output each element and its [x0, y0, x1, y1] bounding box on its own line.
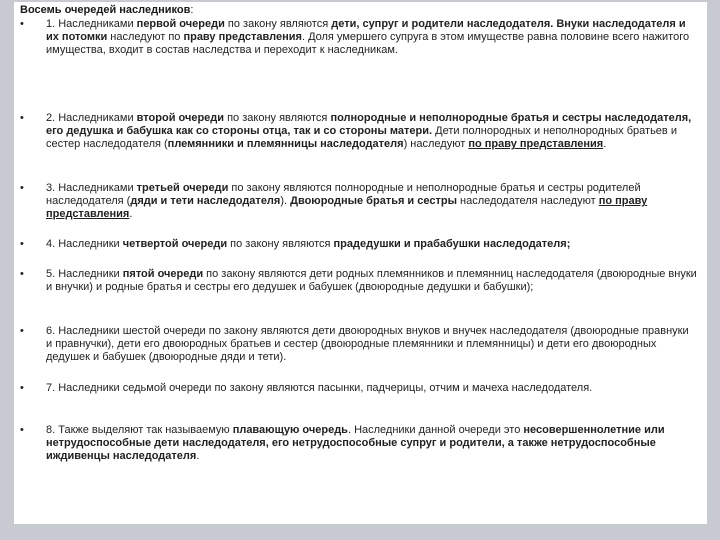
text-run: 8. Также выделяют так называемую: [46, 424, 233, 436]
list-item-text: [46, 18, 697, 58]
title-bold: Восемь очередей наследников: [20, 4, 191, 16]
bullet-icon: •: [20, 112, 24, 124]
text-run: дяди и тети наследодателя: [130, 195, 281, 208]
list-item-text: [46, 182, 697, 222]
title-colon: :: [190, 4, 194, 16]
bullet-icon: •: [20, 424, 24, 436]
text-run: 5. Наследники: [46, 268, 123, 280]
text-run: пятой очереди: [122, 268, 204, 280]
document-title: [20, 4, 697, 17]
text-run: дети, супруг и родители наследодателя. Внуки наследодателя и их потомки: [46, 18, 686, 44]
bullet-icon: •: [20, 268, 24, 280]
list-item: [20, 325, 697, 365]
text-run: племянники и племянницы наследодателя: [167, 138, 404, 151]
list-item: [20, 18, 697, 58]
text-run: по закону являются полнородные и неполнородные братья и сестры родителей наследодателя (: [46, 182, 641, 208]
text-run: плавающую очередь: [232, 424, 348, 436]
list-item: [20, 238, 697, 251]
bullet-icon: •: [20, 382, 24, 394]
text-run: по закону являются дети родных племянников и племянниц наследодателя (двоюродные внуки и внучки) и родные братья и сестры его дедушек и бабушек (двоюродные дедушки и бабушки);: [46, 268, 697, 294]
text-run: третьей очереди: [136, 182, 229, 194]
text-run: 2. Наследниками: [46, 112, 137, 124]
text-run: ) наследуют: [403, 138, 469, 151]
list-item: [20, 182, 697, 222]
text-run: ).: [280, 195, 291, 208]
text-run: прадедушки и прабабушки наследодателя;: [333, 238, 571, 250]
text-run: 6. Наследники шестой очереди по закону являются дети двоюродных внуков и внучек наследодателя (двоюродные правнуки и правнучки), дети его двоюродных братьев и сестер (двоюродные племянники и племянницы) и дети его двоюродных дедушек и бабушек (двоюродные дяди и тети).: [46, 325, 689, 364]
text-run: несовершеннолетние или нетрудоспособные дети наследодателя, его нетрудоспособные супруг и родители, а также нетрудоспособные иждивенцы наследодателя: [46, 424, 665, 463]
list-item: [20, 382, 697, 395]
text-run: Двоюродные братья и сестры: [290, 195, 457, 208]
text-run: наследуют по: [107, 31, 184, 44]
list-item-text: [46, 268, 697, 294]
text-run: 1. Наследниками: [46, 18, 137, 30]
text-run: четвертой очереди: [122, 238, 228, 250]
bullet-icon: •: [20, 182, 24, 194]
list-item-text: [46, 424, 697, 464]
list-item: [20, 112, 697, 152]
text-run: . Наследники данной очереди это: [347, 424, 524, 436]
text-run: второй очереди: [136, 112, 225, 124]
list-item: [20, 268, 697, 294]
text-run: по закону являются: [224, 112, 331, 124]
list-item-text: [46, 325, 697, 365]
text-run: 7. Наследники седьмой очереди по закону являются пасынки, падчерицы, отчим и мачеха наследодателя.: [46, 382, 593, 394]
text-run: праву представления: [183, 31, 302, 44]
text-run: по праву представления: [468, 138, 604, 151]
bullet-icon: •: [20, 18, 24, 30]
list-item: [20, 424, 697, 464]
text-run: . Доля умершего супруга в этом имуществе равна половине всего нажитого имущества, входит в состав наследства и переходит к наследникам.: [46, 31, 690, 57]
text-run: Дети полнородных и неполнородных братьев и сестер наследодателя (: [46, 125, 677, 151]
document-slide: [14, 2, 707, 524]
text-run: по закону являются: [227, 238, 334, 250]
text-run: по праву представления: [46, 195, 648, 221]
text-run: полнородные и неполнородные братья и сестры наследодателя, его дедушка и бабушка как со стороны отца, так и со стороны матери.: [46, 112, 692, 138]
list-item-text: [46, 238, 697, 251]
list-item-text: [46, 382, 697, 395]
text-run: .: [603, 138, 607, 151]
bullet-icon: •: [20, 325, 24, 337]
text-run: .: [129, 208, 133, 221]
text-run: 3. Наследниками: [46, 182, 137, 194]
text-run: по закону являются: [224, 18, 332, 30]
text-run: .: [196, 450, 200, 463]
text-run: первой очереди: [136, 18, 225, 30]
list-item-text: [46, 112, 697, 152]
bullet-icon: •: [20, 238, 24, 250]
text-run: 4. Наследники: [46, 238, 123, 250]
text-run: наследодателя наследуют: [456, 195, 599, 208]
